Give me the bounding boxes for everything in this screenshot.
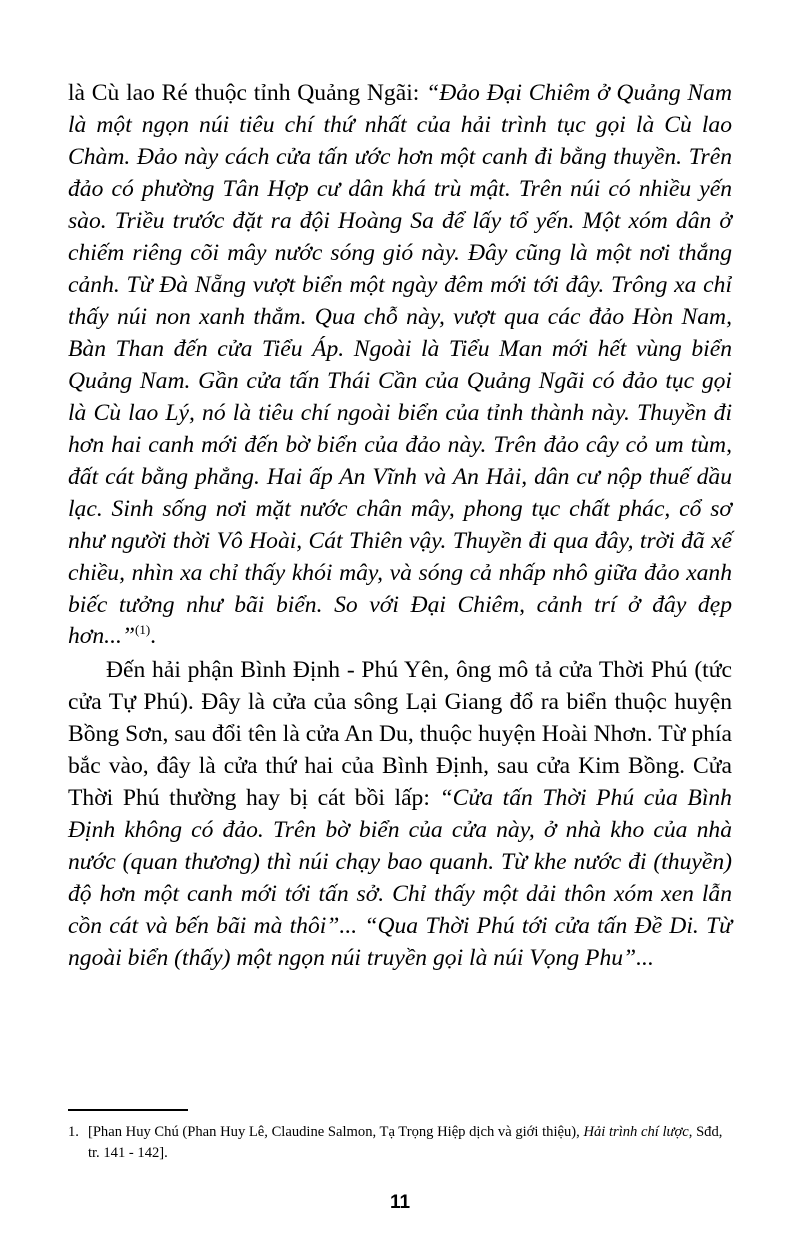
page-number: 11 <box>389 1192 411 1213</box>
footnote-separator <box>68 1109 188 1111</box>
page-body <box>68 78 732 975</box>
paragraph-2 <box>68 655 732 975</box>
footnote-reference-1[interactable]: (1) <box>135 622 151 638</box>
paragraph-1-tail: . <box>150 623 157 650</box>
footnote-area <box>68 1109 732 1164</box>
footnote-1 <box>68 1122 732 1164</box>
paragraph-1 <box>68 78 732 653</box>
paragraph-1-lead: là Cù lao Ré thuộc tỉnh Quảng Ngãi: <box>68 80 427 106</box>
paragraph-2-quote: “Cửa tấn Thời Phú của Bình Định không có đảo. Trên bờ biển của cửa này, ở nhà kho của nhà nước (quan thương) thì núi chạy bao quanh. Từ khe nước đi (thuyền) độ hơn một canh mới tới tấn sở. Chỉ thấy một dải thôn xóm xen lẫn cồn cát và bến bãi mà thôi”... “Qua Thời Phú tới cửa tấn Đề Di. Từ ngoài biển (thấy) một ngọn núi truyền gọi là núi Vọng Phu”... <box>68 785 732 972</box>
footnote-text <box>88 1122 732 1164</box>
footnote-text-after: , Sđd, tr. 141 - 142]. <box>87 1123 723 1161</box>
paragraph-2-lead: Đến hải phận Bình Định - Phú Yên, ông mô tả cửa Thời Phú (tức cửa Tự Phú). Đây là cửa của sông Lại Giang đổ ra biển thuộc huyện Bồng Sơn, sau đổi tên là cửa An Du, thuộc huyện Hoài Nhơn. Từ phía bắc vào, đây là cửa thứ hai của Bình Định, sau cửa Kim Bồng. Cửa Thời Phú thường hay bị cát bồi lấp: <box>68 657 732 812</box>
footnote-number: 1. <box>68 1123 79 1140</box>
footnote-text-before: [Phan Huy Chú (Phan Huy Lê, Claudine Salmon, Tạ Trọng Hiệp dịch và giới thiệu), <box>87 1123 584 1140</box>
footnote-title: Hải trình chí lược <box>583 1123 689 1140</box>
paragraph-1-quote: “Đảo Đại Chiêm ở Quảng Nam là một ngọn núi tiêu chí thứ nhất của hải trình tục gọi là Cù lao Chàm. Đảo này cách cửa tấn ước hơn một canh đi bằng thuyền. Trên đảo có phường Tân Hợp cư dân khá trù mật. Trên núi có nhiều yến sào. Triều trước đặt ra đội Hoàng Sa để lấy tổ yến. Một xóm dân ở chiếm riêng cõi mây nước sóng gió này. Đây cũng là một nơi thắng cảnh. Từ Đà Nẵng vượt biển một ngày đêm mới tới đây. Trông xa chỉ thấy núi non xanh thẳm. Qua chỗ này, vượt qua các đảo Hòn Nam, Bàn Than đến cửa Tiểu Áp. Ngoài là Tiểu Man mới hết vùng biển Quảng Nam. Gần cửa tấn Thái Cần của Quảng Ngãi có đảo tục gọi là Cù lao Lý, nó là tiêu chí ngoài biển của tỉnh thành này. Thuyền đi hơn hai canh mới đến bờ biển của đảo này. Trên đảo cây cỏ um tùm, đất cát bằng phẳng. Hai ấp An Vĩnh và An Hải, dân cư nộp thuế dầu lạc. Sinh sống nơi mặt nước chân mây, phong tục chất phác, cổ sơ như người thời Vô Hoài, Cát Thiên vậy. Thuyền đi qua đây, trời đã xế chiều, nhìn xa chỉ thấy khói mây, và sóng cả nhấp nhô giữa đảo xanh biếc tưởng như bãi biển. So với Đại Chiêm, cảnh trí ở đây đẹp hơn...” <box>68 80 732 650</box>
